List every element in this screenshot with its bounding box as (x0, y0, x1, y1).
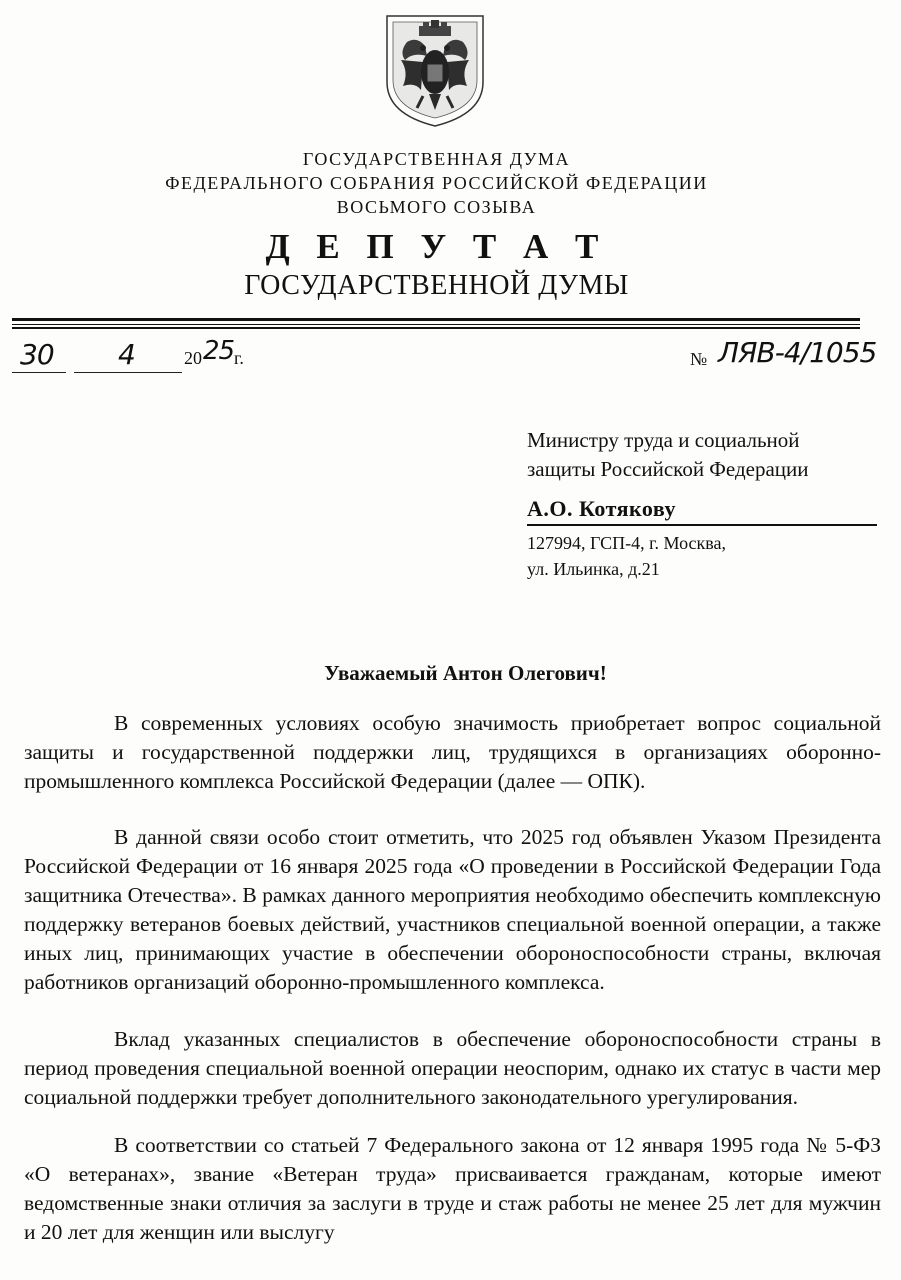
header-subtitle-duma: ГОСУДАРСТВЕННОЙ ДУМЫ (244, 270, 629, 301)
date-day: 30 (20, 338, 54, 371)
greeting: Уважаемый Антон Олегович! (324, 661, 607, 685)
header-title-deputy: Д Е П У Т А Т (265, 227, 608, 266)
number-sign: № (690, 349, 708, 369)
recipient-address-line2: ул. Ильинка, д.21 (527, 559, 660, 579)
date-year-suffix: г. (234, 348, 244, 368)
date-month-underline (74, 372, 182, 373)
date-month: 4 (118, 338, 135, 371)
body-paragraph: В соответствии со статьей 7 Федерального закона от 12 января 1995 года № 5-ФЗ «О ветеранах», звание «Ветеран труда» присваивается гражданам, которые имеют ведомственные знаки отличия за заслуги в труде и стаж работы не менее 25 лет для мужчин и 20 лет для женщин или выслугу (24, 1133, 881, 1244)
coat-of-arms-emblem (383, 12, 487, 130)
header-line-convocation: ВОСЬМОГО СОЗЫВА (336, 197, 537, 217)
date-year-handwritten: 25 (203, 336, 235, 366)
body-paragraph: В современных условиях особую значимость приобретает вопрос социальной защиты и государственной поддержки лиц, трудящихся в организациях оборонно-промышленного комплекса Российской Федерации (далее — ОПК). (24, 711, 881, 793)
header-divider-bottom (12, 327, 860, 329)
header-divider-thick (12, 318, 860, 321)
recipient-position-line2: защиты Российской Федерации (527, 457, 809, 481)
letter-number (690, 338, 890, 378)
body-paragraph: В данной связи особо стоит отметить, что 2025 год объявлен Указом Президента Российской Федерации от 16 января 2025 года «О проведении в Российской Федерации Года защитника Отечества». В рамках данного мероприятия необходимо обеспечить комплексную поддержку ветеранов боевых действий, участников специальной военной операции, а также иных лиц, принимающих участие в обеспечении обороноспособности страны, включая работников организаций оборонно-промышленного комплекса. (24, 825, 881, 994)
recipient-position-line1: Министру труда и социальной (527, 428, 800, 452)
body-paragraph: Вклад указанных специалистов в обеспечение обороноспособности страны в период проведения специальной военной операции неоспорим, однако их статус в части мер социальной поддержки требует дополнительного законодательного урегулирования. (24, 1027, 881, 1109)
header-divider-thin (12, 324, 860, 325)
recipient-address-line1: 127994, ГСП-4, г. Москва, (527, 533, 727, 553)
date-day-underline (12, 372, 66, 373)
header-line-duma: ГОСУДАРСТВЕННАЯ ДУМА (302, 149, 571, 169)
letter-date (12, 336, 272, 376)
recipient-name: А.О. Котякову (527, 496, 676, 521)
date-year-prefix: 20 (184, 348, 202, 368)
header-line-assembly: ФЕДЕРАЛЬНОГО СОБРАНИЯ РОССИЙСКОЙ ФЕДЕРАЦИИ (165, 173, 708, 193)
recipient-underline (527, 524, 877, 526)
number-handwritten: ЛЯВ-4/1055 (718, 336, 877, 369)
